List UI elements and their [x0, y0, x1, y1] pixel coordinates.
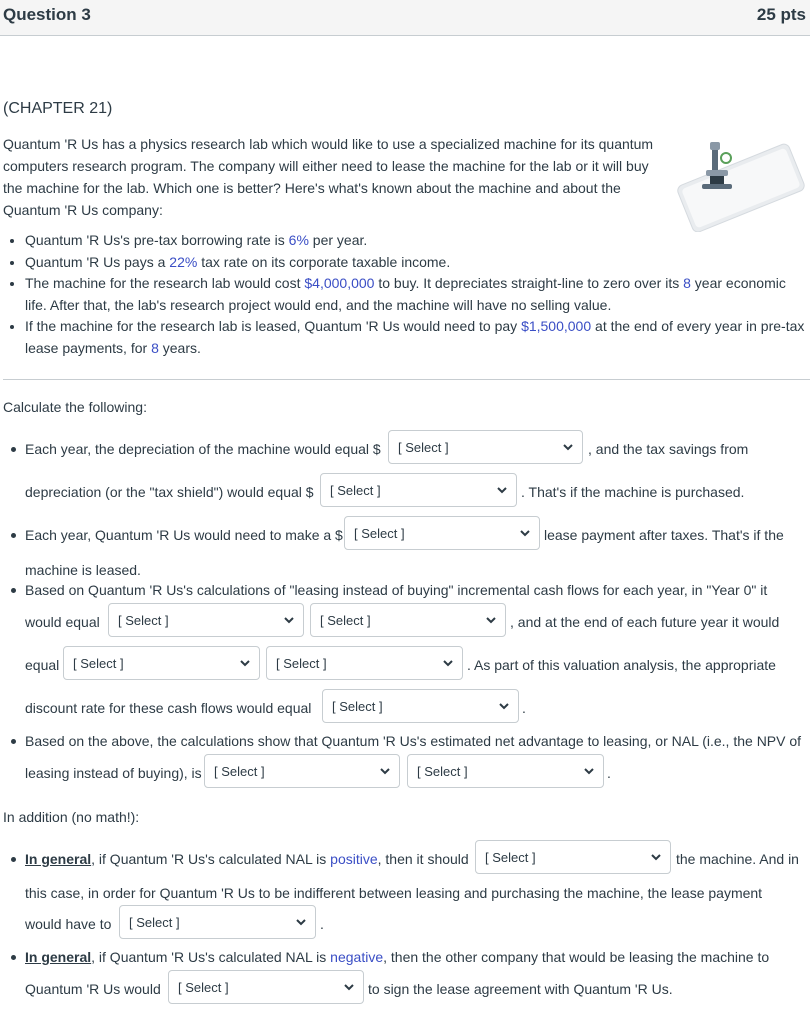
nal-value-select[interactable]: [ Select ]	[204, 754, 400, 788]
a1-text-c: the machine. And in	[676, 851, 799, 867]
bullet	[11, 447, 16, 452]
a3-text-a: would have to	[25, 916, 112, 932]
chapter-label: (CHAPTER 21)	[3, 100, 113, 117]
bullet	[11, 857, 16, 862]
q6-text-a: would equal	[25, 614, 100, 630]
fact-lease-payments: • If the machine for the research lab is leased, Quantum 'R Us would need to pay $1,500,000 at the end of every year in pre-tax lease payments, for 8 years.	[25, 316, 808, 359]
fact-tax-rate: • Quantum 'R Us pays a 22% tax rate on its corporate taxable income.	[25, 252, 808, 274]
chevron-down-icon	[343, 981, 355, 993]
q5-text: Based on Quantum 'R Us's calculations of "leasing instead of buying" incremental cash flows for each year, in "Year 0" it	[25, 582, 768, 598]
addition-heading: In addition (no math!):	[3, 809, 140, 825]
q9-text: Based on the above, the calculations show that Quantum 'R Us's estimated net advantage to leasing, or NAL (i.e., the NPV of	[25, 733, 802, 749]
bullet	[11, 533, 16, 538]
a3-text-b: .	[320, 916, 324, 932]
q6-text-b: , and at the end of each future year it would	[510, 614, 780, 630]
q3-text-b: lease payment after taxes. That's if the	[544, 527, 784, 543]
q7-text-b: . As part of this valuation analysis, the appropriate	[467, 657, 776, 673]
chevron-down-icon	[583, 765, 595, 777]
bullet	[11, 955, 16, 960]
calculate-heading: Calculate the following:	[3, 399, 147, 415]
a4-text: In general, if Quantum 'R Us's calculated NAL is negative, then the other company that would be leasing the machine to	[25, 949, 770, 965]
year0-value-select[interactable]: [ Select ]	[108, 603, 304, 637]
chevron-down-icon	[283, 614, 295, 626]
chevron-down-icon	[498, 700, 510, 712]
facts-list	[3, 230, 808, 359]
chevron-down-icon	[519, 527, 531, 539]
a1-text: In general, if Quantum 'R Us's calculated NAL is positive, then it should	[25, 851, 469, 867]
a5-text-a: Quantum 'R Us would	[25, 981, 161, 997]
chevron-down-icon	[295, 916, 307, 928]
q2-text-b: . That's if the machine is purchased.	[521, 484, 745, 500]
q8-text-a: discount rate for these cash flows would equal	[25, 700, 312, 716]
year0-sign-select[interactable]: [ Select ]	[310, 603, 506, 637]
tax-shield-select[interactable]: [ Select ]	[320, 473, 517, 507]
q7-text-a: equal	[25, 657, 60, 673]
discount-rate-select[interactable]: [ Select ]	[322, 689, 519, 723]
intro-paragraph: Quantum 'R Us has a physics research lab which would like to use a specialized machine for its quantum computers research program. The company will either need to lease the machine for the lab or it will buy the machine for the lab. Which one is better? Here's what's known about the machine and about the Quantum 'R Us company:	[3, 136, 654, 218]
question-points: 25 pts	[756, 5, 806, 24]
q3-text-a: Each year, Quantum 'R Us would need to make a $	[25, 527, 343, 543]
chevron-down-icon	[650, 851, 662, 863]
lease-payment-select[interactable]: [ Select ]	[344, 516, 540, 550]
chevron-down-icon	[562, 441, 574, 453]
q1-text-b: , and the tax savings from	[588, 441, 749, 457]
chevron-down-icon	[496, 484, 508, 496]
bullet	[11, 739, 16, 744]
lease-payment-change-select[interactable]: [ Select ]	[119, 905, 316, 939]
fact-machine-cost: • The machine for the research lab would cost $4,000,000 to buy. It depreciates straight-line to zero over its 8 year economic life. After that, the lab's research project would end, and the machine will have no selling value.	[25, 273, 808, 316]
q10-text-a: leasing instead of buying), is	[25, 765, 202, 781]
positive-nal-action-select[interactable]: [ Select ]	[475, 840, 671, 874]
depreciation-select[interactable]: [ Select ]	[388, 430, 583, 464]
bullet	[11, 588, 16, 593]
machine-illustration	[668, 136, 808, 232]
future-year-value-select[interactable]: [ Select ]	[63, 646, 260, 680]
q1-text-a: Each year, the depreciation of the machine would equal $	[25, 441, 381, 457]
chevron-down-icon	[379, 765, 391, 777]
fact-borrowing-rate: • Quantum 'R Us's pre-tax borrowing rate is 6% per year.	[25, 230, 808, 252]
chevron-down-icon	[485, 614, 497, 626]
divider	[3, 379, 810, 380]
chevron-down-icon	[442, 657, 454, 669]
a5-text-b: to sign the lease agreement with Quantum 'R Us.	[368, 981, 673, 997]
question-title: Question 3	[3, 5, 91, 24]
q2-text-a: depreciation (or the "tax shield") would equal $	[25, 484, 314, 500]
future-year-sign-select[interactable]: [ Select ]	[266, 646, 463, 680]
nal-sign-select[interactable]: [ Select ]	[407, 754, 604, 788]
a2-text: this case, in order for Quantum 'R Us to be indifferent between leasing and purchasing the machine, the lease payment	[25, 885, 763, 901]
q10-text-b: .	[607, 765, 611, 781]
q4-text: machine is leased.	[25, 562, 141, 578]
chevron-down-icon	[239, 657, 251, 669]
question-header	[0, 0, 810, 36]
other-company-action-select[interactable]: [ Select ]	[168, 970, 364, 1004]
q8-text-b: .	[522, 700, 526, 716]
